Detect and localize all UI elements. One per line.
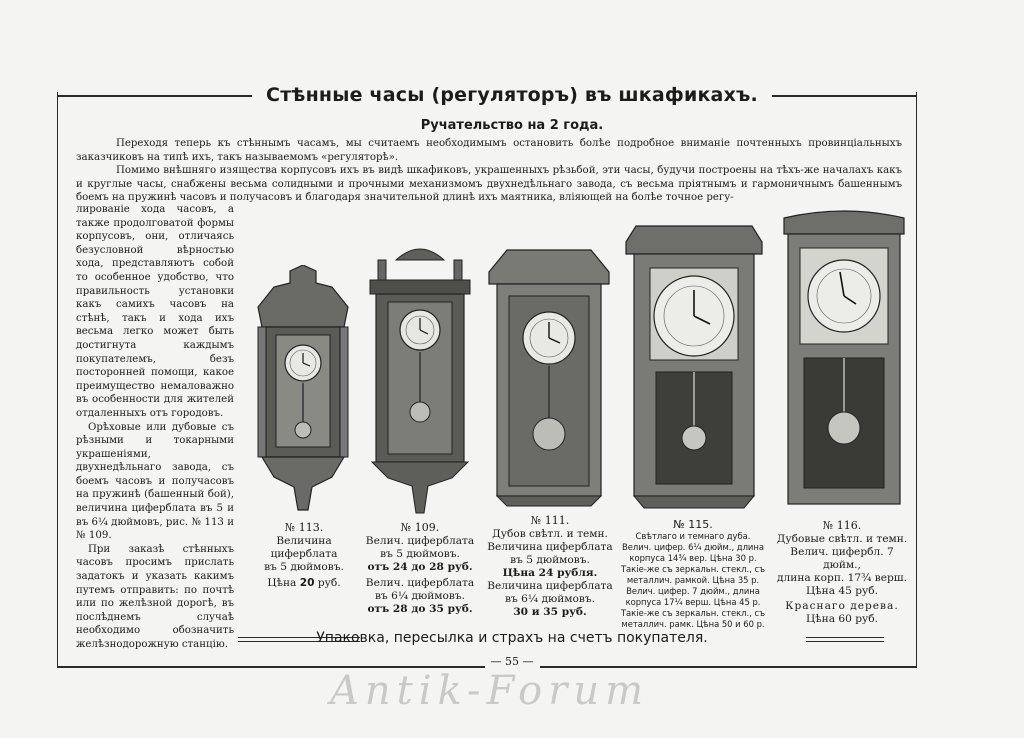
caption-line: металлич. рамкой. Цѣна 35 р. bbox=[626, 575, 760, 585]
left-column-text bbox=[76, 203, 234, 652]
intro-paragraph: Переходя теперь къ стѣннымъ часамъ, мы считаемъ необходимымъ остановить болѣе подробное вниманіе почтенныхъ провинціальныхъ заказчиковъ на типѣ ихъ, такъ называемомъ «регуляторѣ». bbox=[76, 138, 902, 163]
caption-line: Велич. цифер. 6¼ дюйм., длина bbox=[622, 542, 764, 552]
intro-text bbox=[76, 137, 902, 205]
price-line: Цѣна 24 рубля. bbox=[502, 567, 598, 579]
clock-number: № 115. bbox=[673, 518, 713, 531]
left-paragraph: лированіе хода часовъ, а также продолговатой формы корпусовъ, они, отличаясь безусловной вѣрностью хода, представляютъ собой то особенное удобство, что правильность установки какъ самихъ часовъ на стѣнѣ, такъ и хода ихъ весьма легко может быть достигнута каждымъ покупателемъ, безъ посторонней помощи, какое преимущество немаловажно въ особенности для жителей отдаленныхъ отъ городовъ. bbox=[76, 204, 234, 419]
caption-111 bbox=[482, 514, 618, 619]
watermark: Antik-Forum bbox=[330, 668, 650, 714]
price-line: Цѣна 20 руб. bbox=[267, 577, 341, 589]
clock-number: № 111. bbox=[530, 514, 570, 527]
caption-line: Велич. цифер. 7 дюйм., длина bbox=[626, 586, 760, 596]
price-line: 30 и 35 руб. bbox=[513, 606, 587, 618]
caption-113 bbox=[252, 521, 356, 590]
caption-115 bbox=[618, 519, 768, 630]
caption-line: Велич. циферблата bbox=[365, 577, 475, 589]
caption-line: Величина циферблата bbox=[487, 541, 613, 553]
caption-line: Свѣтлаго и темнаго дуба. bbox=[635, 531, 751, 541]
clock-113-illustration bbox=[252, 265, 354, 520]
price-line: Цѣна 45 руб. bbox=[806, 585, 878, 597]
caption-line: Величина циферблата bbox=[487, 580, 613, 592]
price-line: Цѣна 60 руб. bbox=[806, 613, 878, 625]
footer-rule-right bbox=[806, 637, 884, 642]
caption-line: Дубовые свѣтл. и темн. bbox=[776, 533, 908, 545]
caption-line: Велич. цифербл. 7 дюйм., bbox=[790, 546, 894, 571]
caption-line: въ 5 дюймовъ. bbox=[510, 554, 590, 566]
clock-number: № 116. bbox=[822, 519, 862, 532]
price-range: отъ 24 до 28 руб. bbox=[367, 561, 473, 573]
warranty-subtitle: Ручательство на 2 года. bbox=[420, 118, 604, 133]
intro-paragraph: Помимо внѣшняго изящества корпусовъ ихъ въ видѣ шкафиковъ, украшенныхъ рѣзьбой, эти часы, будучи построены на тѣхъ-же началахъ какъ и круглые часы, снабжены весьма солидными и прочными механизмомъ двухнедѣльнаго завода, съ весьма пріятнымъ и гармоничнымъ башеннымъ боемъ на пружинѣ часовъ и получасовъ и благодаря значительной длинѣ ихъ маятника, вліяющей на болѣе точное регу- bbox=[76, 165, 902, 204]
shipping-note: Упаковка, пересылка и страхъ на счетъ покупателя. bbox=[316, 630, 708, 646]
price-range: отъ 28 до 35 руб. bbox=[367, 603, 473, 615]
caption-line: Дубов свѣтл. и темн. bbox=[492, 528, 608, 540]
clock-109-illustration bbox=[366, 238, 474, 518]
caption-116 bbox=[772, 519, 912, 626]
caption-line: металлич. рамк. Цѣна 50 и 60 р. bbox=[621, 619, 765, 629]
caption-line: корпуса 14¾ вер. Цѣна 30 р. bbox=[629, 553, 757, 563]
clock-number: № 109. bbox=[400, 521, 440, 534]
page-title: Стѣнные часы (регуляторъ) въ шкафикахъ. bbox=[0, 84, 1024, 106]
caption-line: Такіе-же съ зеркальн. стекл., съ bbox=[620, 608, 766, 618]
caption-line: длина корп. 17¾ верш. bbox=[777, 572, 907, 584]
caption-line: корпуса 17¼ верш. Цѣна 45 р. bbox=[625, 597, 761, 607]
clock-115-illustration bbox=[622, 224, 766, 518]
caption-line: въ 6¼ дюймовъ. bbox=[505, 593, 595, 605]
caption-109 bbox=[354, 521, 486, 616]
caption-line: Краснаго дерева. bbox=[785, 600, 899, 612]
left-paragraph: Орѣховые или дубовые съ рѣзными и токарными украшеніями, двухнедѣльнаго завода, съ боемъ часовъ и получасовъ на пружинѣ (башенный бой), величина циферблата въ 5 и въ 6¼ дюймовъ, рис. № 113 и № 109. bbox=[76, 421, 234, 542]
left-paragraph: При заказѣ стѣнныхъ часовъ просимъ прислать задатокъ и указать какимъ путемъ отправить: по почтѣ или по желѣзной дорогѣ, въ послѣднемъ случаѣ необходимо обозначить желѣзнодорожную станцію. bbox=[76, 543, 234, 650]
caption-line: въ 5 дюймовъ. bbox=[380, 548, 460, 560]
page-number: — 55 — bbox=[0, 655, 1024, 668]
caption-line: Такіе-же съ зеркальн. стекл., съ bbox=[620, 564, 766, 574]
caption-line: въ 6¼ дюймовъ. bbox=[375, 590, 465, 602]
clock-111-illustration bbox=[487, 244, 611, 510]
clock-116-illustration bbox=[782, 208, 906, 514]
caption-line: Велич. циферблата bbox=[365, 535, 475, 547]
clock-number: № 113. bbox=[284, 521, 324, 534]
caption-line: циферблата bbox=[270, 548, 338, 560]
caption-line: Величина bbox=[276, 535, 332, 547]
caption-line: въ 5 дюймовъ. bbox=[264, 561, 344, 573]
